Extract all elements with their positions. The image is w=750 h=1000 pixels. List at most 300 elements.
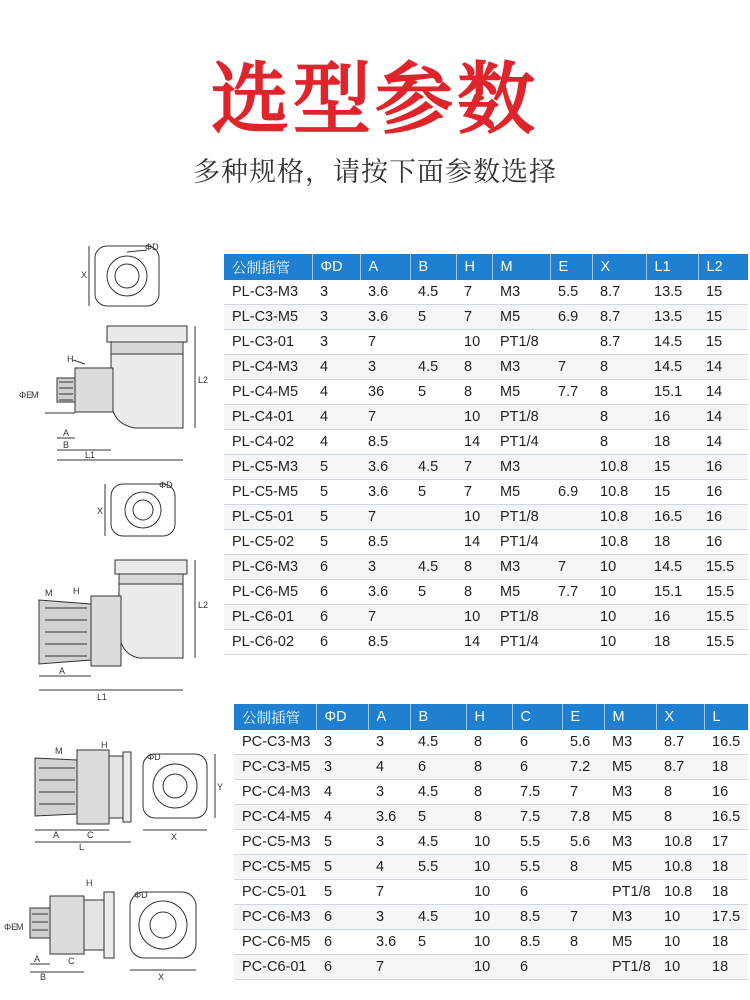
table-row (224, 280, 748, 305)
pl-elbow-diagram-taper-thread (15, 478, 215, 708)
value-cell: 14 (698, 405, 748, 430)
label-x: X (171, 832, 178, 842)
table-row (224, 630, 748, 655)
value-cell: 7 (456, 280, 492, 305)
value-cell: M3 (604, 830, 656, 855)
column-header: A (360, 254, 410, 280)
value-cell: 13.5 (646, 280, 698, 305)
value-cell: 18 (704, 855, 748, 880)
value-cell: 8 (466, 805, 512, 830)
value-cell (410, 605, 456, 630)
pc-spec-table (234, 704, 748, 980)
value-cell: M5 (492, 305, 550, 330)
value-cell: PT1/8 (492, 330, 550, 355)
value-cell: 16.5 (704, 730, 748, 755)
value-cell: 7 (562, 905, 604, 930)
value-cell: 16 (698, 480, 748, 505)
value-cell: 14.5 (646, 555, 698, 580)
label-b: B (40, 972, 47, 982)
value-cell: 18 (704, 955, 748, 980)
value-cell: 8 (456, 355, 492, 380)
value-cell: 3.6 (360, 280, 410, 305)
table-row (224, 580, 748, 605)
value-cell: 15 (698, 330, 748, 355)
value-cell: M3 (492, 455, 550, 480)
label-c: C (68, 956, 75, 966)
value-cell: 4.5 (410, 780, 466, 805)
pl-spec-table (224, 254, 748, 655)
value-cell: 10 (656, 930, 704, 955)
value-cell: 14.5 (646, 330, 698, 355)
value-cell: PT1/8 (492, 605, 550, 630)
table-row (234, 930, 748, 955)
value-cell (550, 430, 592, 455)
value-cell: 10.8 (592, 455, 646, 480)
column-header: L1 (646, 254, 698, 280)
value-cell: 4.5 (410, 280, 456, 305)
value-cell (410, 630, 456, 655)
value-cell: 14.5 (646, 355, 698, 380)
table-row (224, 530, 748, 555)
column-header: L (704, 704, 748, 730)
value-cell: 4 (312, 430, 360, 455)
value-cell: 3 (316, 730, 368, 755)
label-b: B (63, 440, 70, 450)
value-cell: 16 (646, 405, 698, 430)
value-cell: 4 (312, 405, 360, 430)
value-cell: 10 (592, 630, 646, 655)
value-cell: 8 (592, 380, 646, 405)
value-cell: 14 (456, 630, 492, 655)
value-cell: 8.7 (656, 730, 704, 755)
value-cell: 6 (316, 955, 368, 980)
label-d: ΦD (147, 752, 161, 762)
column-header: X (656, 704, 704, 730)
value-cell: 3 (360, 555, 410, 580)
value-cell: 4.5 (410, 830, 466, 855)
value-cell: 8.7 (592, 330, 646, 355)
value-cell: 7.5 (512, 780, 562, 805)
value-cell: 15.1 (646, 580, 698, 605)
value-cell: 10 (592, 605, 646, 630)
value-cell: 7.5 (512, 805, 562, 830)
value-cell: 15 (698, 280, 748, 305)
value-cell: M5 (604, 930, 656, 955)
label-d: ΦD (134, 890, 148, 900)
value-cell: 4.5 (410, 355, 456, 380)
value-cell: 16 (704, 780, 748, 805)
value-cell (550, 605, 592, 630)
value-cell: 13.5 (646, 305, 698, 330)
page-title: 选型参数 (210, 55, 539, 145)
value-cell: 5 (312, 530, 360, 555)
value-cell: 16 (698, 505, 748, 530)
value-cell: 8 (656, 780, 704, 805)
value-cell: 10.8 (592, 505, 646, 530)
value-cell (550, 330, 592, 355)
value-cell: 6 (410, 755, 466, 780)
value-cell (410, 880, 466, 905)
value-cell: 5.5 (550, 280, 592, 305)
value-cell: 14 (456, 530, 492, 555)
label-a: A (59, 666, 66, 676)
label-m: M (31, 390, 39, 400)
value-cell: 7.7 (550, 380, 592, 405)
value-cell: 4.5 (410, 730, 466, 755)
label-l2: L2 (198, 600, 209, 610)
value-cell: 10 (466, 905, 512, 930)
value-cell (410, 405, 456, 430)
value-cell: 4 (316, 780, 368, 805)
value-cell: PT1/4 (492, 430, 550, 455)
value-cell: 8 (562, 930, 604, 955)
model-cell: PL-C4-M5 (224, 380, 312, 405)
value-cell: 14 (698, 430, 748, 455)
value-cell: 36 (360, 380, 410, 405)
label-d: ΦD (145, 242, 159, 252)
value-cell: 3 (368, 730, 410, 755)
value-cell: 8 (456, 555, 492, 580)
value-cell: 15 (646, 480, 698, 505)
value-cell: 15 (698, 305, 748, 330)
value-cell: PT1/8 (492, 505, 550, 530)
column-header: ΦD (312, 254, 360, 280)
value-cell: 7.8 (562, 805, 604, 830)
value-cell (410, 505, 456, 530)
value-cell: 5 (312, 455, 360, 480)
value-cell: 3.6 (360, 480, 410, 505)
label-x: X (158, 972, 165, 982)
label-y: Y (217, 782, 224, 792)
value-cell (550, 530, 592, 555)
value-cell: 7 (562, 780, 604, 805)
column-header: B (410, 254, 456, 280)
value-cell: 8 (466, 730, 512, 755)
model-cell: PL-C3-01 (224, 330, 312, 355)
model-cell: PC-C3-M5 (234, 755, 316, 780)
value-cell: 10 (656, 905, 704, 930)
table-header-row (234, 704, 748, 730)
value-cell: 6 (312, 630, 360, 655)
value-cell: 18 (704, 755, 748, 780)
value-cell: 10 (456, 605, 492, 630)
value-cell: 10 (656, 955, 704, 980)
value-cell: 10.8 (656, 855, 704, 880)
value-cell: 5 (410, 380, 456, 405)
model-cell: PC-C6-01 (234, 955, 316, 980)
table-row (234, 755, 748, 780)
model-cell: PC-C5-01 (234, 880, 316, 905)
value-cell: 10 (466, 855, 512, 880)
value-cell: 6 (312, 605, 360, 630)
value-cell (562, 880, 604, 905)
value-cell (410, 955, 466, 980)
value-cell: M5 (604, 755, 656, 780)
value-cell: 3 (368, 905, 410, 930)
value-cell: 7.2 (562, 755, 604, 780)
label-l2: L2 (198, 375, 209, 385)
table-row (224, 555, 748, 580)
model-cell: PL-C6-M5 (224, 580, 312, 605)
value-cell: 3 (316, 755, 368, 780)
label-a: A (53, 830, 60, 840)
value-cell: 17 (704, 830, 748, 855)
value-cell (550, 405, 592, 430)
label-m: M (45, 588, 53, 598)
column-header: 公制插管 (234, 704, 316, 730)
value-cell (562, 955, 604, 980)
pc-straight-diagram-taper-thread (15, 738, 225, 853)
value-cell: 4 (316, 805, 368, 830)
column-header: B (410, 704, 466, 730)
value-cell: 15.5 (698, 605, 748, 630)
value-cell: 3 (312, 305, 360, 330)
model-cell: PL-C4-M3 (224, 355, 312, 380)
label-m: M (16, 922, 24, 932)
value-cell: 10.8 (592, 530, 646, 555)
label-e: ΦE (19, 390, 33, 400)
value-cell: 3 (360, 355, 410, 380)
value-cell: 3.6 (360, 455, 410, 480)
column-header: L2 (698, 254, 748, 280)
table-row (224, 355, 748, 380)
value-cell: M5 (604, 805, 656, 830)
value-cell: 5 (312, 480, 360, 505)
model-cell: PL-C5-M5 (224, 480, 312, 505)
value-cell: 4 (312, 380, 360, 405)
value-cell: 4.5 (410, 555, 456, 580)
value-cell: 6.9 (550, 480, 592, 505)
value-cell: 10 (592, 580, 646, 605)
value-cell: 8 (456, 380, 492, 405)
value-cell: 14 (456, 430, 492, 455)
value-cell: 7 (368, 880, 410, 905)
value-cell: 3.6 (368, 930, 410, 955)
value-cell: 8 (592, 405, 646, 430)
value-cell: M5 (492, 380, 550, 405)
value-cell: 3.6 (360, 305, 410, 330)
value-cell: 15 (646, 455, 698, 480)
label-c: C (87, 830, 94, 840)
value-cell: M5 (492, 480, 550, 505)
table-row (224, 480, 748, 505)
value-cell (550, 505, 592, 530)
table-row (234, 805, 748, 830)
pc-straight-diagram-small-thread (0, 872, 225, 982)
value-cell: 8.7 (656, 755, 704, 780)
value-cell: 8 (562, 855, 604, 880)
value-cell: 16.5 (704, 805, 748, 830)
value-cell: 8.5 (512, 930, 562, 955)
model-cell: PL-C5-01 (224, 505, 312, 530)
value-cell: 7 (456, 305, 492, 330)
value-cell: 10.8 (656, 880, 704, 905)
value-cell: 7 (360, 505, 410, 530)
value-cell: 8 (592, 355, 646, 380)
model-cell: PL-C6-M3 (224, 555, 312, 580)
value-cell: 7 (360, 330, 410, 355)
table-row (234, 780, 748, 805)
value-cell: 5.6 (562, 830, 604, 855)
table-row (224, 405, 748, 430)
page-subtitle: 多种规格，请按下面参数选择 (193, 157, 557, 188)
value-cell: 8 (466, 780, 512, 805)
value-cell: 8 (456, 580, 492, 605)
table-row (234, 955, 748, 980)
table-row (224, 305, 748, 330)
value-cell: 5 (316, 830, 368, 855)
value-cell: 5 (410, 305, 456, 330)
value-cell: 8.5 (360, 530, 410, 555)
table-row (234, 905, 748, 930)
value-cell: 7 (550, 355, 592, 380)
label-a: A (34, 954, 41, 964)
label-h: H (86, 878, 93, 888)
value-cell: 5.5 (512, 855, 562, 880)
label-d: ΦD (159, 480, 173, 490)
value-cell: 3.6 (360, 580, 410, 605)
model-cell: PC-C5-M5 (234, 855, 316, 880)
value-cell: 4 (312, 355, 360, 380)
table-row (224, 380, 748, 405)
value-cell: 10 (456, 330, 492, 355)
column-header: 公制插管 (224, 254, 312, 280)
value-cell: 10 (466, 830, 512, 855)
value-cell: 6 (512, 880, 562, 905)
value-cell: 18 (646, 430, 698, 455)
value-cell: 7 (456, 455, 492, 480)
value-cell: 16 (646, 605, 698, 630)
value-cell: 7 (456, 480, 492, 505)
table-row (234, 830, 748, 855)
model-cell: PL-C5-M3 (224, 455, 312, 480)
value-cell: 6 (316, 930, 368, 955)
value-cell: 4.5 (410, 455, 456, 480)
value-cell: M3 (604, 780, 656, 805)
model-cell: PL-C6-02 (224, 630, 312, 655)
value-cell: 10.8 (656, 830, 704, 855)
value-cell: 17.5 (704, 905, 748, 930)
value-cell: 18 (704, 930, 748, 955)
value-cell: 16 (698, 455, 748, 480)
column-header: M (492, 254, 550, 280)
value-cell: 5 (410, 580, 456, 605)
value-cell: M3 (604, 730, 656, 755)
value-cell: 15.5 (698, 580, 748, 605)
table-row (224, 455, 748, 480)
value-cell: 7 (368, 955, 410, 980)
value-cell: 4 (368, 855, 410, 880)
model-cell: PL-C4-01 (224, 405, 312, 430)
value-cell: 8.7 (592, 305, 646, 330)
value-cell: 10 (456, 405, 492, 430)
value-cell: 3 (368, 780, 410, 805)
value-cell: 10 (456, 505, 492, 530)
value-cell: 5.6 (562, 730, 604, 755)
value-cell: 6 (512, 955, 562, 980)
value-cell: 8.5 (360, 630, 410, 655)
value-cell: 5.5 (512, 830, 562, 855)
value-cell: 5 (410, 480, 456, 505)
value-cell: 10.8 (592, 480, 646, 505)
label-h: H (73, 586, 80, 596)
value-cell (550, 630, 592, 655)
table-row (234, 730, 748, 755)
model-cell: PC-C5-M3 (234, 830, 316, 855)
table-row (234, 855, 748, 880)
value-cell: 5 (312, 505, 360, 530)
model-cell: PL-C3-M3 (224, 280, 312, 305)
label-h: H (101, 740, 108, 750)
value-cell: 3 (312, 280, 360, 305)
value-cell: 18 (646, 630, 698, 655)
column-header: E (562, 704, 604, 730)
value-cell: 10 (466, 955, 512, 980)
value-cell: 8 (466, 755, 512, 780)
pl-elbow-diagram-small-thread (15, 238, 215, 473)
value-cell: PT1/8 (492, 405, 550, 430)
value-cell: 10 (466, 880, 512, 905)
table-row (224, 505, 748, 530)
column-header: A (368, 704, 410, 730)
table-header-row (224, 254, 748, 280)
value-cell: 5 (410, 930, 466, 955)
label-x: X (97, 506, 104, 516)
label-l1: L1 (85, 450, 96, 460)
value-cell: M3 (492, 280, 550, 305)
value-cell: 7.7 (550, 580, 592, 605)
model-cell: PL-C3-M5 (224, 305, 312, 330)
value-cell: 16.5 (646, 505, 698, 530)
label-m: M (55, 746, 63, 756)
value-cell: 5 (316, 855, 368, 880)
value-cell: 8.5 (360, 430, 410, 455)
value-cell: 10 (466, 930, 512, 955)
value-cell (410, 430, 456, 455)
value-cell: M3 (492, 555, 550, 580)
value-cell: 3 (312, 330, 360, 355)
value-cell: 6 (312, 555, 360, 580)
value-cell: PT1/4 (492, 530, 550, 555)
column-header: H (456, 254, 492, 280)
value-cell: 18 (704, 880, 748, 905)
model-cell: PL-C6-01 (224, 605, 312, 630)
column-header: X (592, 254, 646, 280)
value-cell: 15.1 (646, 380, 698, 405)
value-cell: M3 (604, 905, 656, 930)
value-cell: 5 (316, 880, 368, 905)
value-cell (410, 330, 456, 355)
model-cell: PC-C4-M5 (234, 805, 316, 830)
table-row (224, 605, 748, 630)
value-cell: PT1/4 (492, 630, 550, 655)
value-cell: 7 (550, 555, 592, 580)
label-l1: L1 (97, 692, 108, 702)
value-cell: 8 (656, 805, 704, 830)
value-cell (410, 530, 456, 555)
value-cell: M5 (492, 580, 550, 605)
value-cell: 6.9 (550, 305, 592, 330)
value-cell: 10 (592, 555, 646, 580)
column-header: E (550, 254, 592, 280)
model-cell: PC-C4-M3 (234, 780, 316, 805)
model-cell: PC-C3-M3 (234, 730, 316, 755)
label-h: H (67, 354, 74, 364)
value-cell (550, 455, 592, 480)
value-cell: 16 (698, 530, 748, 555)
value-cell: M5 (604, 855, 656, 880)
value-cell: 6 (512, 730, 562, 755)
